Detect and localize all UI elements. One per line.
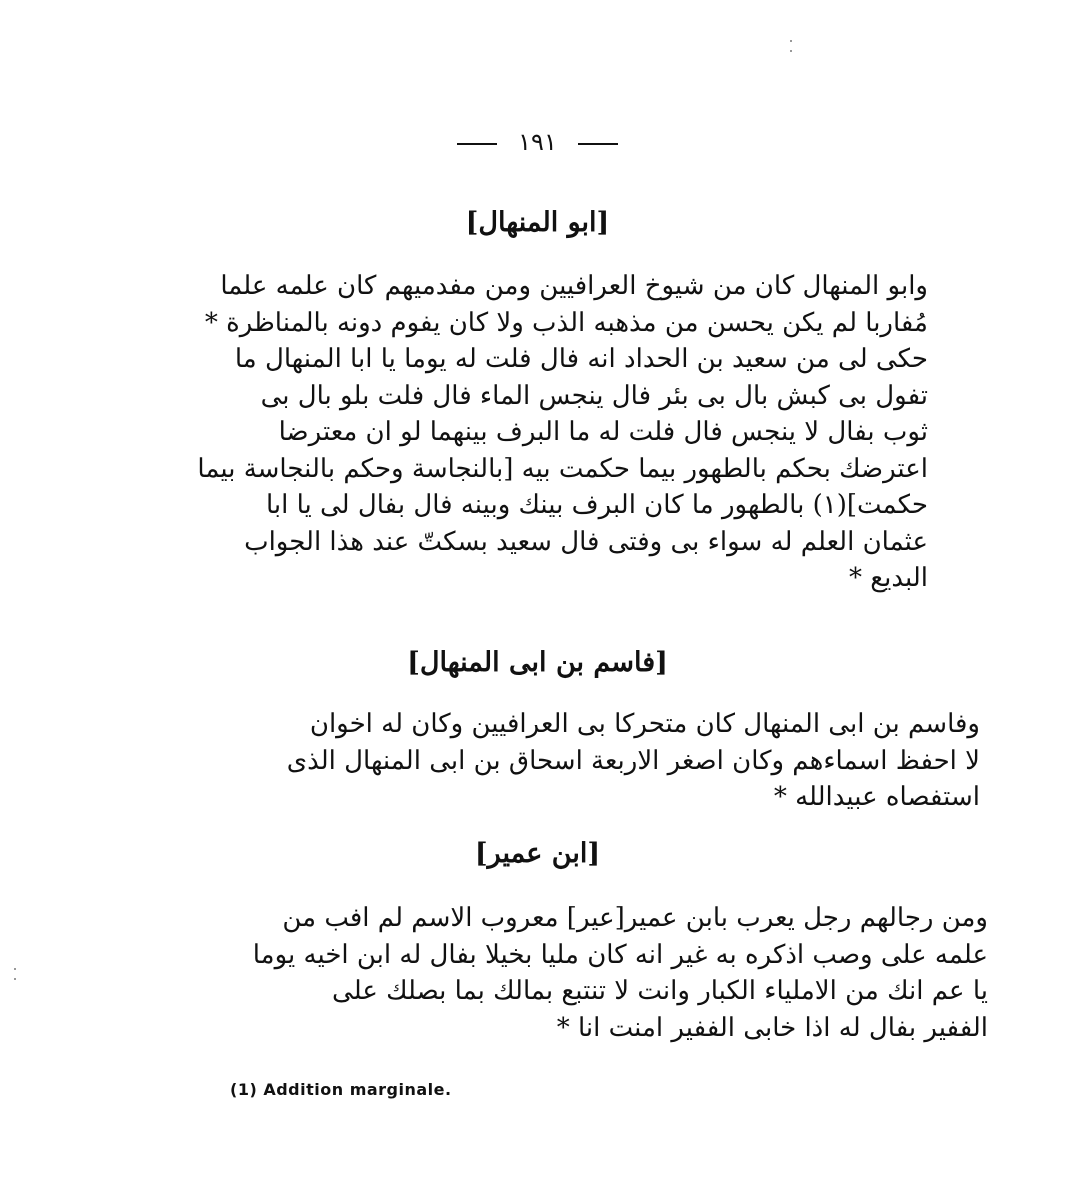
section-heading-qasim: [فاسم بن ابى المنهال] xyxy=(407,647,668,678)
text-line: ومن رجالهم رجل يعرب بابن عمير[عير] معروب الاسم لم افب من xyxy=(282,903,988,933)
scan-speck xyxy=(14,978,16,980)
text-line: حكمت](١) بالطهور ما كان البرف بينك وبينه فال بفال لى يا ابا xyxy=(265,490,928,520)
text-line: حكى لى من سعيد بن الحداد انه فال فلت له يوما يا ابا المنهال ما xyxy=(234,344,928,374)
page-number-dash-right xyxy=(578,143,618,145)
section-body-abu-al-minhal xyxy=(168,268,928,597)
page-number xyxy=(0,128,1075,156)
text-line: الففير بفال له اذا خابى الففير امنت انا * xyxy=(556,1012,988,1043)
text-line: وفاسم بن ابى المنهال كان متحركا بى العرافيين وكان له اخوان xyxy=(309,709,980,739)
text-line: وابو المنهال كان من شيوخ العرافيين ومن مفدميهم كان علمه علما xyxy=(220,271,928,301)
text-line: مُفاربا لم يكن يحسن من مذهبه الذب ولا كان يفوم دونه بالمناظرة * xyxy=(204,307,928,338)
scan-speck xyxy=(790,50,792,52)
text-line: ثوب بفال لا ينجس فال فلت له ما البرف بينهما لو ان معترضا xyxy=(278,417,928,447)
page-number-text: ١٩١ xyxy=(518,128,557,156)
section-body-ibn-umayr xyxy=(198,900,988,1046)
section-heading-abu-al-minhal: [ابو المنهال] xyxy=(465,207,610,238)
text-line: اعترضك بحكم بالطهور بيما حكمت بيه [بالنجاسة وحكم بالنجاسة بيما xyxy=(197,453,928,484)
text-line: استفصاه عبيدالله * xyxy=(773,782,980,812)
text-line: لا احفظ اسماءهم وكان اصغر الاربعة اسحاق بن ابى المنهال الذى xyxy=(286,745,980,776)
footnote: (1) Addition marginale. xyxy=(230,1080,452,1099)
text-line: البديع * xyxy=(849,563,928,593)
scan-speck xyxy=(14,968,16,970)
text-line: عثمان العلم له سواء بى وفتى فال سعيد بسكتّ عند هذا الجواب xyxy=(244,526,928,557)
text-line: يا عم انك من الاملياء الكبار وانت لا تنتبع بمالك بما بصلك على xyxy=(332,976,988,1006)
text-line: تفول بى كبش بال بى بئر فال ينجس الماء فال فلت بلو بال بى xyxy=(260,380,928,411)
section-body-qasim xyxy=(190,706,980,816)
text-line: علمه على وصب اذكره به غير انه كان مليا بخيلا بفال له ابن اخيه يوما xyxy=(252,939,988,970)
page-number-dash-left xyxy=(457,143,497,145)
section-heading-ibn-umayr: [ابن عمير] xyxy=(474,838,601,869)
scan-speck xyxy=(790,40,792,42)
